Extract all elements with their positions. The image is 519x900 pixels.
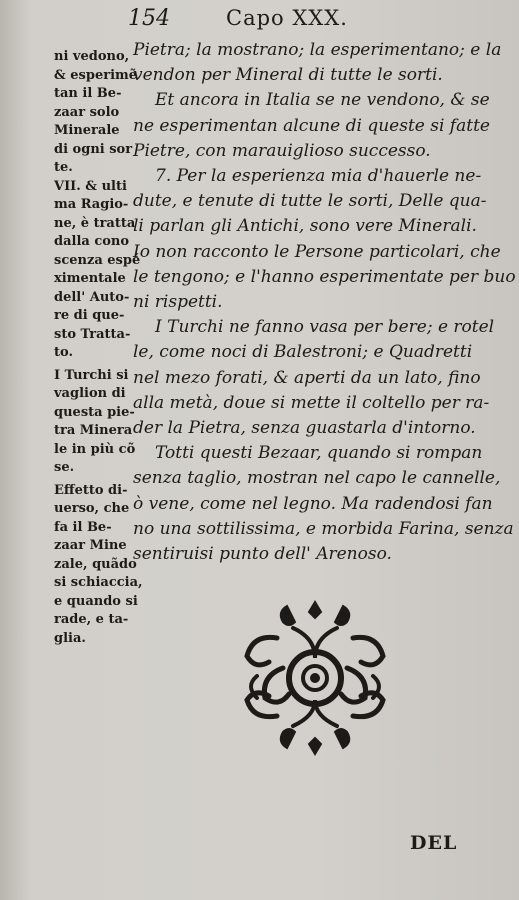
margin-line: Effetto di- xyxy=(54,482,128,498)
margin-line: tan il Be- xyxy=(54,86,122,101)
margin-line: fa il Be- xyxy=(54,519,112,535)
margin-line: questa pie- xyxy=(54,404,135,420)
chapter-title: Capo XXX. xyxy=(226,6,348,30)
margin-line: glia. xyxy=(54,630,86,646)
margin-line: Minerale xyxy=(54,123,120,138)
margin-line: to. xyxy=(54,345,73,360)
catchword: DEL xyxy=(410,832,458,854)
text-line: le tengono; e l'hanno esperimentate per buo xyxy=(133,266,516,287)
margin-line: te. xyxy=(54,160,73,175)
text-line: ne esperimentan alcune di queste si fatte xyxy=(133,115,490,136)
margin-line: le in più cõ xyxy=(54,441,136,457)
margin-line: dalla cono xyxy=(54,234,130,249)
main-text xyxy=(133,38,516,567)
text-line: alla metà, doue si mette il coltello per ra- xyxy=(133,392,490,413)
margin-line: zaar Mine xyxy=(54,538,127,553)
text-line: Totti questi Bezaar, quando si rompan xyxy=(155,443,483,464)
margin-line: se. xyxy=(54,460,75,475)
margin-line: e quando si xyxy=(54,593,138,609)
margin-line: sto Tratta- xyxy=(54,326,131,342)
text-line: vendon per Mineral di tutte le sorti. xyxy=(133,65,443,86)
text-line: nel mezo forati, & aperti da un lato, fino xyxy=(133,367,481,388)
margin-line: ne, è tratta xyxy=(54,215,136,231)
margin-line: ximentale xyxy=(54,271,126,286)
margin-line: dell' Auto- xyxy=(54,289,130,305)
margin-line: si schiaccia, xyxy=(54,575,143,590)
text-line: Pietre, con marauiglioso successo. xyxy=(133,140,431,161)
margin-line: ni vedono, xyxy=(54,49,130,64)
text-line: 7. Per la esperienza mia d'hauerle ne- xyxy=(155,166,482,187)
margin-line: I Turchi si xyxy=(54,367,129,383)
marginal-notes xyxy=(54,48,143,648)
text-line: le, come noci di Balestroni; e Quadretti xyxy=(133,342,473,363)
margin-line: di ogni sor xyxy=(54,141,133,157)
text-line: der la Pietra, senza guastarla d'intorno. xyxy=(133,418,476,439)
printers-ornament-icon xyxy=(237,598,393,758)
margin-line: ma Ragio- xyxy=(54,197,129,212)
margin-line: rade, e ta- xyxy=(54,612,129,627)
margin-line: zaar solo xyxy=(54,104,120,120)
margin-line: & esperimẽ xyxy=(54,67,138,83)
page-header xyxy=(128,6,508,36)
margin-line: zale, quãdo xyxy=(54,556,137,572)
text-line: dute, e tenute di tutte le sorti, Delle qua- xyxy=(133,191,487,212)
text-line: ò vene, come nel legno. Ma radendosi fan xyxy=(133,493,493,514)
margin-line: scenza espé xyxy=(54,252,141,268)
text-line: li parlan gli Antichi, sono vere Minerali. xyxy=(133,216,477,237)
text-line: Pietra; la mostrano; la esperimentano; e la xyxy=(133,40,502,60)
margin-line: tra Minera xyxy=(54,423,133,438)
text-line: sentiruisi punto dell' Arenoso. xyxy=(133,544,392,565)
text-line: I Turchi ne fanno vasa per bere; e rotel xyxy=(155,317,495,338)
margin-line: VII. & ulti xyxy=(54,178,127,194)
margin-line: re di que- xyxy=(54,308,125,323)
text-line: ni rispetti. xyxy=(133,292,223,313)
margin-line: uerso, che xyxy=(54,501,130,516)
text-line: no una sottilissima, e morbida Farina, senza xyxy=(133,518,514,539)
text-line: Io non racconto le Persone particolari, che xyxy=(133,241,501,262)
margin-line: vaglion di xyxy=(54,386,126,401)
text-line: Et ancora in Italia se ne vendono, & se xyxy=(155,90,490,111)
page-number: 154 xyxy=(128,6,170,31)
text-line: senza taglio, mostran nel capo le cannelle, xyxy=(133,468,501,489)
